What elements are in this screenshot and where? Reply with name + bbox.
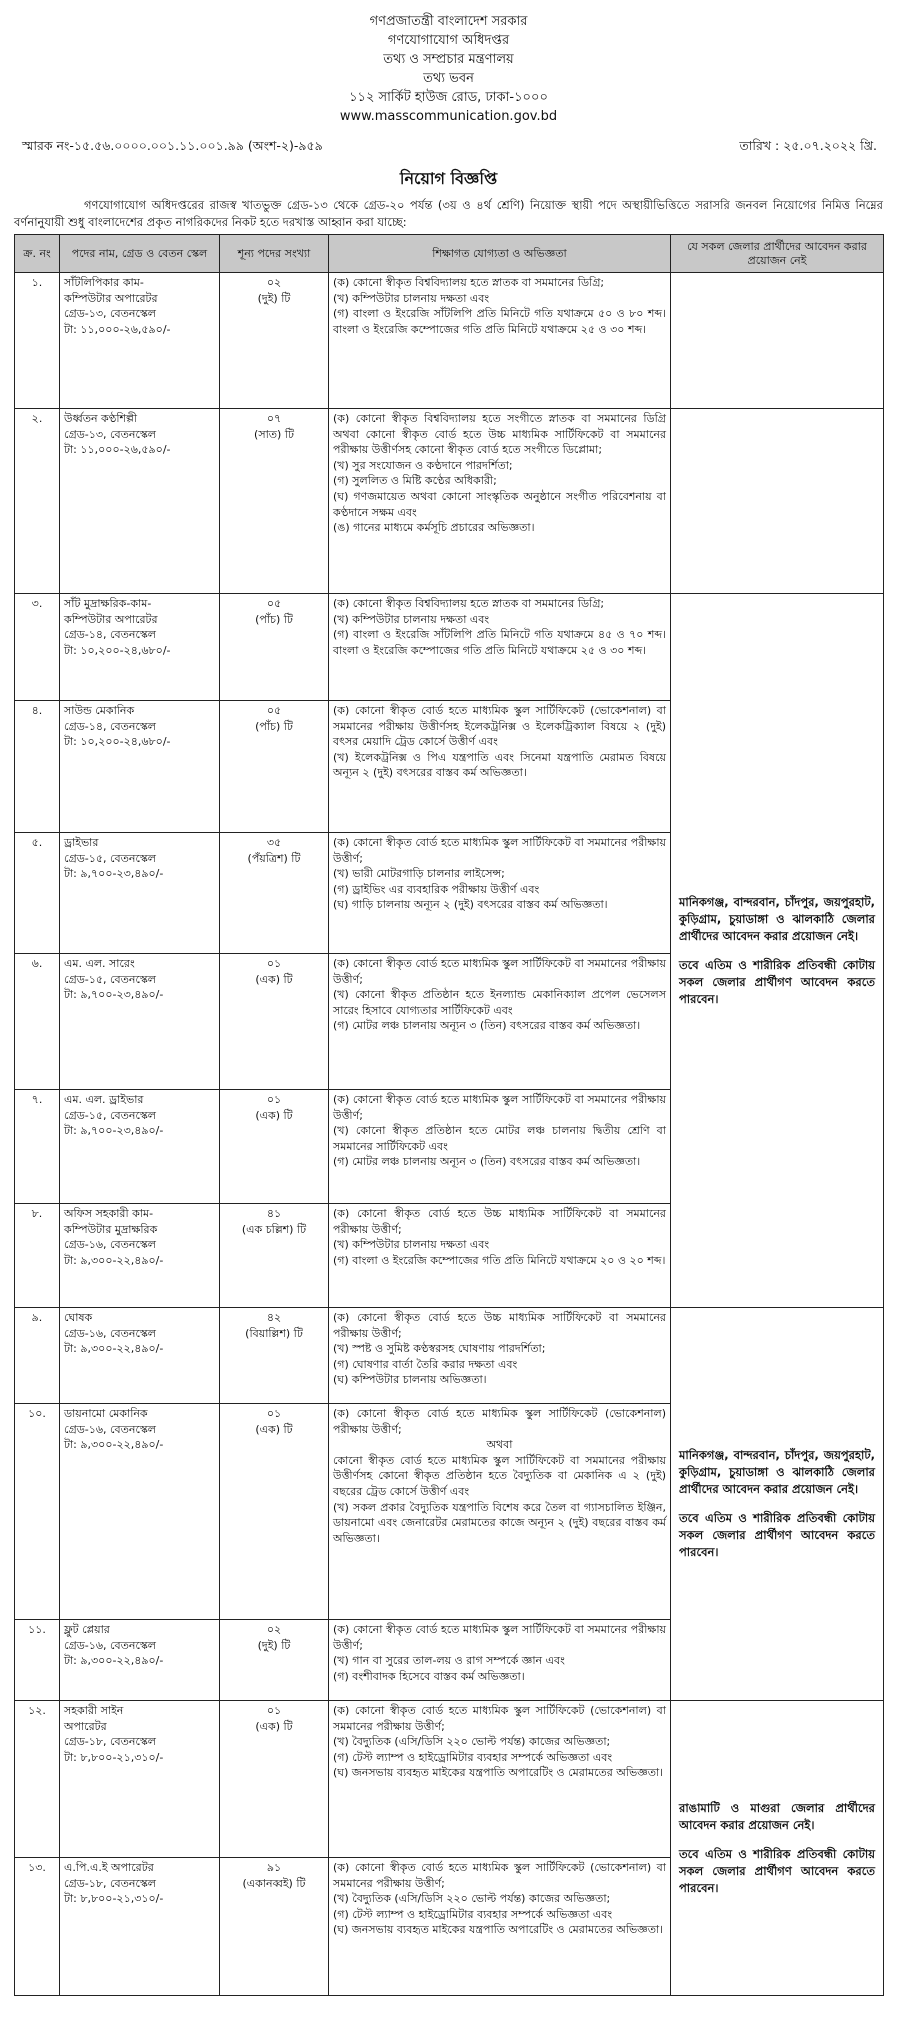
post-line: কম্পিউটার অপারেটর: [64, 291, 158, 305]
qualification-item: (খ) বৈদ্যুতিক (এসি/ডিসি ২২০ ভোল্ট পর্যন্ত) কাজের অভিজ্ঞতা;: [333, 1892, 611, 1906]
row-qualification: [329, 833, 671, 954]
post-line: কম্পিউটার অপারেটর: [64, 612, 158, 626]
row-qualification: [329, 1620, 671, 1701]
vacancy-line: (বিয়াল্লিশ) টি: [245, 1326, 303, 1340]
vacancy-line: (এক) টি: [255, 1108, 293, 1122]
row-post: [60, 1858, 220, 1996]
vacancy-line: ০৫: [266, 597, 282, 610]
excluded-districts-group3: [671, 1701, 884, 1996]
memo-number: স্মারক নং-১৫.৫৬.০০০০.০০১.১১.০০১.৯৯ (অংশ-২)-৯৫৯: [22, 138, 323, 153]
row-serial: ১৩.: [15, 1858, 60, 1996]
post-line: টা: ৯,৩০০-২২,৪৯০/-: [64, 1253, 164, 1267]
qualification-item: (ঙ) গানের মাধ্যমে কর্মসূচি প্রচারের অভিজ্ঞতা।: [333, 521, 535, 535]
post-line: সাউন্ড মেকানিক: [64, 704, 135, 717]
post-line: টা: ৯,৩০০-২২,৪৯০/-: [64, 1654, 164, 1668]
vacancy-line: ০১: [266, 1407, 282, 1420]
qualification-item: (গ) মোটর লঞ্চ চালনায় অন্যূন ৩ (তিন) বৎসরের বাস্তব কর্ম অভিজ্ঞতা।: [333, 1155, 641, 1169]
post-line: অপারেটর: [64, 1719, 107, 1733]
qualification-item: (ক) কোনো স্বীকৃত বিশ্ববিদ্যালয় হতে স্নাতক বা সমমানের ডিগ্রি;: [333, 276, 605, 289]
row-qualification: [329, 1308, 671, 1404]
memo-row: [14, 138, 883, 158]
post-line: টা: ৯,৭০০-২৩,৪৯০/-: [64, 867, 164, 881]
vacancy-line: ০১: [266, 1704, 282, 1717]
table-row: [15, 273, 884, 409]
qualification-item: (গ) টেস্ট ল্যাম্প ও হাইড্রোমিটার ব্যবহার সম্পর্কে অভিজ্ঞতা এবং: [333, 1750, 613, 1764]
vacancy-line: (এক চল্লিশ) টি: [241, 1222, 307, 1236]
qualification-item: (ক) কোনো স্বীকৃত বোর্ড হতে মাধ্যমিক স্কুল সার্টিফিকেট বা সমমানের পরীক্ষায় উত্তীর্ণ;: [333, 1623, 666, 1652]
row-post: [60, 1090, 220, 1204]
qualification-item: (ক) কোনো স্বীকৃত বোর্ড হতে মাধ্যমিক স্কুল সার্টিফিকেট (ভোকেশনাল) বা সমমানের পরীক্ষায় উত্তীর্ণ;: [333, 1704, 666, 1733]
vacancy-line: ০৫: [266, 704, 282, 717]
row-serial: ৩.: [15, 594, 60, 701]
row-vacancy: [220, 594, 329, 701]
row-qualification: [329, 954, 671, 1090]
header-post: পদের নাম, গ্রেড ও বেতন স্কেল: [60, 235, 220, 273]
qualification-item: (খ) কম্পিউটার চালনায় দক্ষতা এবং: [333, 612, 490, 626]
table-row: [15, 409, 884, 594]
issue-date: তারিখ : ২৫.০৭.২০২২ খ্রি.: [739, 138, 877, 153]
row-serial: ১১.: [15, 1620, 60, 1701]
row-serial: ৯.: [15, 1308, 60, 1404]
post-line: গ্রেড-১৬, বেতনস্কেল: [64, 1238, 156, 1252]
header-qualification: শিক্ষাগত যোগ্যতা ও অভিজ্ঞতা: [329, 235, 671, 273]
qualification-item: (গ) টেস্ট ল্যাম্প ও হাইড্রোমিটার ব্যবহার সম্পর্কে অভিজ্ঞতা এবং: [333, 1907, 613, 1921]
row-vacancy: [220, 1308, 329, 1404]
vacancy-line: ০৭: [266, 412, 282, 425]
table-header-row: [15, 235, 884, 273]
vacancy-table: [14, 234, 884, 1996]
qualification-item: (খ) কোনো স্বীকৃত প্রতিষ্ঠান হতে ইনল্যান্ড মেকানিক্যাল প্রপেল ভেসেলস সারেং হিসাবে যোগ্যতার সার্টিফিকেট এবং: [333, 988, 666, 1017]
letterhead: [14, 10, 883, 126]
vacancy-line: ৩৫: [266, 836, 282, 849]
row-post: [60, 701, 220, 833]
post-line: গ্রেড-১৫, বেতনস্কেল: [64, 1108, 156, 1122]
header-vacancy: শূন্য পদের সংখ্যা: [220, 235, 329, 273]
post-line: ড্রাইভার: [64, 836, 99, 849]
qualification-item: (ক) কোনো স্বীকৃত বোর্ড হতে উচ্চ মাধ্যমিক সার্টিফিকেট বা সমমানের পরীক্ষায় উত্তীর্ণ;: [333, 1311, 666, 1340]
row-vacancy: [220, 409, 329, 594]
row-post: [60, 1620, 220, 1701]
qualification-item: (খ) কম্পিউটার চালনায় দক্ষতা এবং: [333, 1238, 490, 1252]
row-vacancy: [220, 833, 329, 954]
qualification-item: (ঘ) গণজমায়েত অথবা কোনো সাংস্কৃতিক অনুষ্ঠানে সংগীত পরিবেশনায় বা কণ্ঠদানে সক্ষম এবং: [333, 489, 666, 519]
post-line: টা: ১০,২০০-২৪,৬৮০/-: [64, 735, 171, 749]
row-serial: ৭.: [15, 1090, 60, 1204]
post-line: এম. এল. ড্রাইভার: [64, 1093, 144, 1106]
qualification-item: (গ) মোটর লঞ্চ চালনায় অন্যূন ৩ (তিন) বৎসরের বাস্তব কর্ম অভিজ্ঞতা।: [333, 1019, 641, 1033]
qualification-item: (ক) কোনো স্বীকৃত বোর্ড হতে মাধ্যমিক স্কুল সার্টিফিকেট বা সমমানের পরীক্ষায় উত্তীর্ণ;: [333, 836, 666, 865]
exclusion-text: তবে এতিম ও শারীরিক প্রতিবন্ধী কোটায় সকল জেলার প্রার্থীগণ আবেদন করতে পারবেন।: [679, 957, 875, 1006]
post-line: উর্ধ্বতন কণ্ঠশিল্পী: [64, 412, 137, 425]
vacancy-line: ৪২: [266, 1311, 282, 1324]
website: www.masscommunication.gov.bd: [339, 109, 558, 124]
qualification-item: (গ) ড্রাইভিং এর ব্যবহারিক পরীক্ষায় উত্তীর্ণ এবং: [333, 882, 540, 896]
qualification-item: (ঘ) জনসভায় ব্যবহৃত মাইকের যন্ত্রপাতি অপারেটিং ও মেরামতের অভিজ্ঞতা।: [333, 1923, 664, 1937]
post-line: এম. এল. সারেং: [64, 957, 135, 970]
row-qualification: [329, 273, 671, 409]
notice-title: নিয়োগ বিজ্ঞপ্তি: [399, 169, 498, 188]
qualification-item: (গ) সুললিত ও মিষ্টি কণ্ঠের অধিকারী;: [333, 474, 497, 488]
post-line: টা: ১১,০০০-২৬,৫৯০/-: [64, 322, 171, 336]
vacancy-line: ০২: [266, 276, 282, 289]
post-line: গ্রেড-১৫, বেতনস্কেল: [64, 972, 156, 986]
post-line: টা: ৮,৮০০-২১,৩১০/-: [64, 1750, 164, 1764]
vacancy-line: ৪১: [266, 1207, 282, 1220]
table-row: [15, 594, 884, 701]
row-vacancy: [220, 1204, 329, 1308]
qualification-item: কোনো স্বীকৃত বোর্ড হতে মাধ্যমিক স্কুল সার্টিফিকেট বা সমমানের পরীক্ষায় উত্তীর্ণসহ কোনো স্বীকৃত প্রতিষ্ঠান হতে বৈদ্যুতিক বা মেকানিক এ ২ (দুই) বছরের ট্রেড কোর্সে উত্তীর্ণ এবং: [333, 1453, 666, 1498]
row-post: [60, 1308, 220, 1404]
qualification-item: (ক) কোনো স্বীকৃত বোর্ড হতে উচ্চ মাধ্যমিক সার্টিফিকেট বা সমমানের পরীক্ষায় উত্তীর্ণ;: [333, 1207, 666, 1236]
qualification-item: (খ) স্পষ্ট ও সুমিষ্ট কণ্ঠস্বরসহ ঘোষণায় পারদর্শিতা;: [333, 1342, 546, 1356]
exclusion-text: মানিকগঞ্জ, বান্দরবান, চাঁদপুর, জয়পুরহাট, কুড়িগ্রাম, চুয়াডাঙ্গা ও ঝালকাঠি জেলার প্রার্থীদের আবেদন করার প্রয়োজন নেই।: [679, 894, 875, 943]
row-qualification: [329, 1090, 671, 1204]
post-line: সাঁট মুদ্রাক্ষরিক-কাম-: [64, 597, 152, 610]
address: ১১২ সার্কিট হাউজ রোড, ঢাকা-১০০০: [349, 90, 548, 105]
post-line: গ্রেড-১৫, বেতনস্কেল: [64, 851, 156, 865]
row-qualification: [329, 1404, 671, 1620]
excluded-districts-group2: [671, 1308, 884, 1701]
exclusion-text: তবে এতিম ও শারীরিক প্রতিবন্ধী কোটায় সকল জেলার প্রার্থীগণ আবেদন করতে পারবেন।: [679, 1511, 875, 1559]
qualification-item: (ঘ) কম্পিউটার চালনায় অভিজ্ঞতা।: [333, 1373, 487, 1387]
qualification-item: (ক) কোনো স্বীকৃত বোর্ড হতে মাধ্যমিক স্কুল সার্টিফিকেট (ভোকেশনাল) পরীক্ষায় উত্তীর্ণ;: [333, 1407, 666, 1436]
post-line: ডায়নামো মেকানিক: [64, 1407, 148, 1420]
row-post: [60, 594, 220, 701]
post-line: গ্রেড-১৬, বেতনস্কেল: [64, 1422, 156, 1436]
post-line: টা: ১১,০০০-২৬,৫৯০/-: [64, 443, 171, 457]
row-serial: ১০.: [15, 1404, 60, 1620]
row-post: [60, 273, 220, 409]
row-post: [60, 409, 220, 594]
row-vacancy: [220, 954, 329, 1090]
row-qualification: [329, 701, 671, 833]
excluded-districts-group1: [671, 594, 884, 1308]
vacancy-line: (দুই) টি: [257, 291, 291, 305]
row-serial: ৮.: [15, 1204, 60, 1308]
row-qualification: [329, 1701, 671, 1858]
qualification-item: (খ) ইলেকট্রনিক্স ও পিএ যন্ত্রপাতি এবং সিনেমা যন্ত্রপাতি মেরামত বিষয়ে অন্যূন ২ (দুই) বৎসরের বাস্তব কর্ম অভিজ্ঞতা।: [333, 750, 666, 780]
qualification-item: (খ) সুর সংযোজন ও কণ্ঠদানে পারদর্শিতা;: [333, 458, 513, 472]
vacancy-line: (পাঁচ) টি: [255, 612, 293, 626]
qualification-item: (খ) কম্পিউটার চালনায় দক্ষতা এবং: [333, 291, 490, 305]
exclusion-text: রাঙামাটি ও মাগুরা জেলার প্রার্থীদের আবেদন করার প্রয়োজন নেই।: [679, 1800, 875, 1832]
row-serial: ৫.: [15, 833, 60, 954]
row-vacancy: [220, 1090, 329, 1204]
post-line: টা: ১০,২০০-২৪,৬৮০/-: [64, 643, 171, 657]
vacancy-line: (দুই) টি: [257, 1638, 291, 1652]
row-vacancy: [220, 1404, 329, 1620]
row-vacancy: [220, 701, 329, 833]
excluded-districts-empty: [671, 273, 884, 409]
post-line: গ্রেড-১৮, বেতনস্কেল: [64, 1735, 156, 1749]
post-line: টা: ৯,৩০০-২২,৪৯০/-: [64, 1342, 164, 1356]
qualification-item: (খ) সকল প্রকার বৈদ্যুতিক যন্ত্রপাতি বিশেষ করে তৈল বা গ্যাসচালিত ইঞ্জিন, ডায়নামো এবং জেনারেটর মেরামতের কাজে অন্যূন ২ (দুই) বছরের বাস্তব কর্ম অভিজ্ঞতা।: [333, 1500, 666, 1545]
qualification-item: (গ) বাংলা ও ইংরেজি সাঁটলিপি প্রতি মিনিটে গতি যথাক্রমে ৫০ ও ৮০ শব্দ। বাংলা ও ইংরেজি কম্পোজের গতি প্রতি মিনিটে যথাক্রমে ২৫ ও ৩০ শব্দ।: [333, 307, 666, 336]
exclusion-text: তবে এতিম ও শারীরিক প্রতিবন্ধী কোটায় সকল জেলার প্রার্থীগণ আবেদন করতে পারবেন।: [679, 1846, 875, 1895]
row-vacancy: [220, 1701, 329, 1858]
govt-name: গণপ্রজাতন্ত্রী বাংলাদেশ সরকার: [369, 14, 528, 29]
notice-intro: গণযোগাযোগ অধিদপ্তরের রাজস্ব খাতভুক্ত গ্রেড-১৩ থেকে গ্রেড-২০ পর্যন্ত (৩য় ও ৪র্থ শ্রেণি) নিয়োক্ত স্থায়ী পদে অস্থায়ীভিত্তিতে সরাসরি জনবল নিয়োগের নিমিত্ত নিম্নের বর্ণনানুযায়ী শুধু বাংলাদেশের প্রকৃত নাগরিকদের নিকট হতে দরখাস্ত আহ্বান করা যাচ্ছে:: [14, 198, 883, 229]
qualification-item: (গ) বাংলা ও ইংরেজি কম্পোজের গতি প্রতি মিনিটে যথাক্রমে ২০ ও ২০ শব্দ।: [333, 1253, 666, 1267]
qualification-item: (খ) গান বা সুরের তাল-লয় ও রাগ সম্পর্কে জ্ঞান এবং: [333, 1654, 565, 1668]
vacancy-line: (সাত) টি: [254, 427, 294, 441]
post-line: গ্রেড-১৮, বেতনস্কেল: [64, 1876, 156, 1890]
building-name: তথ্য ভবন: [423, 71, 474, 86]
row-serial: ৪.: [15, 701, 60, 833]
row-vacancy: [220, 273, 329, 409]
table-row: [15, 1308, 884, 1404]
qualification-item: অথবা: [486, 1438, 513, 1452]
post-line: গ্রেড-১৬, বেতনস্কেল: [64, 1638, 156, 1652]
vacancy-line: (এক) টি: [255, 972, 293, 986]
row-qualification: [329, 594, 671, 701]
ministry-name: তথ্য ও সম্প্রচার মন্ত্রণালয়: [383, 52, 514, 67]
qualification-item: (গ) বাংলা ও ইংরেজি সাঁটলিপি প্রতি মিনিটে গতি যথাক্রমে ৪৫ ও ৭০ শব্দ। বাংলা ও ইংরেজি কম্পোজের গতি প্রতি মিনিটে যথাক্রমে ২৫ ও ৩০ শব্দ।: [333, 628, 666, 657]
row-serial: ৬.: [15, 954, 60, 1090]
vacancy-line: (এক) টি: [255, 1422, 293, 1436]
header-excluded-districts: যে সকল জেলার প্রার্থীদের আবেদন করার প্রয়োজন নেই: [671, 235, 884, 273]
post-line: গ্রেড-১৩, বেতনস্কেল: [64, 307, 156, 321]
header-sl: ক্র. নং: [15, 235, 60, 273]
post-line: টা: ৯,৩০০-২২,৪৯০/-: [64, 1438, 164, 1452]
table-row: [15, 1701, 884, 1858]
qualification-item: (গ) ঘোষণার বার্তা তৈরি করার দক্ষতা এবং: [333, 1357, 518, 1371]
row-post: [60, 1204, 220, 1308]
qualification-item: (ক) কোনো স্বীকৃত বোর্ড হতে মাধ্যমিক স্কুল সার্টিফিকেট বা সমমানের পরীক্ষায় উত্তীর্ণ;: [333, 957, 666, 986]
row-qualification: [329, 1204, 671, 1308]
post-line: গ্রেড-১৪, বেতনস্কেল: [64, 719, 156, 733]
post-line: এ.পি.এ.ই অপারেটর: [64, 1861, 154, 1874]
row-post: [60, 833, 220, 954]
qualification-item: (ক) কোনো স্বীকৃত বিশ্ববিদ্যালয় হতে সংগীতে স্নাতক বা সমমানের ডিগ্রি অথবা কোনো স্বীকৃত বোর্ড হতে উচ্চ মাধ্যমিক সার্টিফিকেট বা সমমানের পরীক্ষায় উত্তীর্ণসহ কোনো স্বীকৃত বোর্ড হতে সংগীতে ডিপ্লোমা;: [333, 412, 666, 457]
qualification-item: (ক) কোনো স্বীকৃত বোর্ড হতে মাধ্যমিক স্কুল সার্টিফিকেট বা সমমানের পরীক্ষায় উত্তীর্ণ;: [333, 1093, 666, 1122]
qualification-item: (খ) ভারী মোটরগাড়ি চালনার লাইসেন্স;: [333, 867, 505, 881]
row-vacancy: [220, 1858, 329, 1996]
post-line: সহকারী সাইন: [64, 1704, 124, 1717]
qualification-item: (ঘ) গাড়ি চালনায় অন্যূন ২ (দুই) বৎসরের বাস্তব কর্ম অভিজ্ঞতা।: [333, 898, 608, 912]
qualification-item: (খ) কোনো স্বীকৃত প্রতিষ্ঠান হতে মোটর লঞ্চ চালনায় দ্বিতীয় শ্রেণি বা সমমানের সার্টিফিকেট এবং: [333, 1124, 666, 1153]
qualification-item: (খ) বৈদ্যুতিক (এসি/ডিসি ২২০ ভোল্ট পর্যন্ত) কাজের অভিজ্ঞতা;: [333, 1735, 611, 1749]
post-line: অফিস সহকারী কাম-: [64, 1207, 154, 1220]
row-serial: ২.: [15, 409, 60, 594]
post-line: টা: ৯,৭০০-২৩,৪৯০/-: [64, 1124, 164, 1138]
row-qualification: [329, 1858, 671, 1996]
row-serial: ১.: [15, 273, 60, 409]
qualification-item: (ক) কোনো স্বীকৃত বোর্ড হতে মাধ্যমিক স্কুল সার্টিফিকেট (ভোকেশনাল) বা সমমানের পরীক্ষায় উত্তীর্ণসহ ইলেকট্রনিক্স ও ইলেকট্রিক্যাল বিষয়ে ২ (দুই) বৎসর মেয়াদি ট্রেড কোর্সে উত্তীর্ণ এবং: [333, 704, 666, 749]
excluded-districts-empty: [671, 409, 884, 594]
vacancy-line: ৯১: [266, 1861, 282, 1874]
vacancy-line: ০২: [266, 1623, 282, 1636]
vacancy-line: (পঁয়ত্রিশ) টি: [247, 851, 301, 865]
row-vacancy: [220, 1620, 329, 1701]
vacancy-line: (এক) টি: [255, 1719, 293, 1733]
qualification-item: (ক) কোনো স্বীকৃত বোর্ড হতে মাধ্যমিক স্কুল সার্টিফিকেট (ভোকেশনাল) বা সমমানের পরীক্ষায় উত্তীর্ণ;: [333, 1861, 666, 1890]
qualification-item: (ঘ) জনসভায় ব্যবহৃত মাইকের যন্ত্রপাতি অপারেটিং ও মেরামতের অভিজ্ঞতা।: [333, 1766, 664, 1780]
vacancy-line: (একানব্বই) টি: [242, 1876, 306, 1890]
row-qualification: [329, 409, 671, 594]
row-serial: ১২.: [15, 1701, 60, 1858]
post-line: কম্পিউটার মুদ্রাক্ষরিক: [64, 1222, 158, 1236]
post-line: গ্রেড-১৩, বেতনস্কেল: [64, 427, 156, 441]
post-line: টা: ৯,৭০০-২৩,৪৯০/-: [64, 988, 164, 1002]
post-line: ফ্লুট প্লেয়ার: [64, 1623, 110, 1636]
qualification-item: (ক) কোনো স্বীকৃত বিশ্ববিদ্যালয় হতে স্নাতক বা সমমানের ডিগ্রি;: [333, 597, 605, 610]
department-name: গণযোগাযোগ অধিদপ্তর: [387, 33, 510, 48]
exclusion-text: মানিকগঞ্জ, বান্দরবান, চাঁদপুর, জয়পুরহাট, কুড়িগ্রাম, চুয়াডাঙ্গা ও ঝালকাঠি জেলার প্রার্থীদের আবেদন করার প্রয়োজন নেই।: [679, 1448, 875, 1496]
row-post: [60, 1701, 220, 1858]
post-line: টা: ৮,৮০০-২১,৩১০/-: [64, 1892, 164, 1906]
qualification-item: (গ) বংশীবাদক হিসেবে বাস্তব কর্ম অভিজ্ঞতা।: [333, 1669, 525, 1683]
post-line: গ্রেড-১৬, বেতনস্কেল: [64, 1326, 156, 1340]
row-post: [60, 1404, 220, 1620]
vacancy-line: (পাঁচ) টি: [255, 719, 293, 733]
vacancy-line: ০১: [266, 957, 282, 970]
vacancy-line: ০১: [266, 1093, 282, 1106]
row-post: [60, 954, 220, 1090]
post-line: ঘোষক: [64, 1311, 93, 1324]
post-line: গ্রেড-১৪, বেতনস্কেল: [64, 628, 156, 642]
post-line: সাঁটলিপিকার কাম-: [64, 276, 144, 289]
